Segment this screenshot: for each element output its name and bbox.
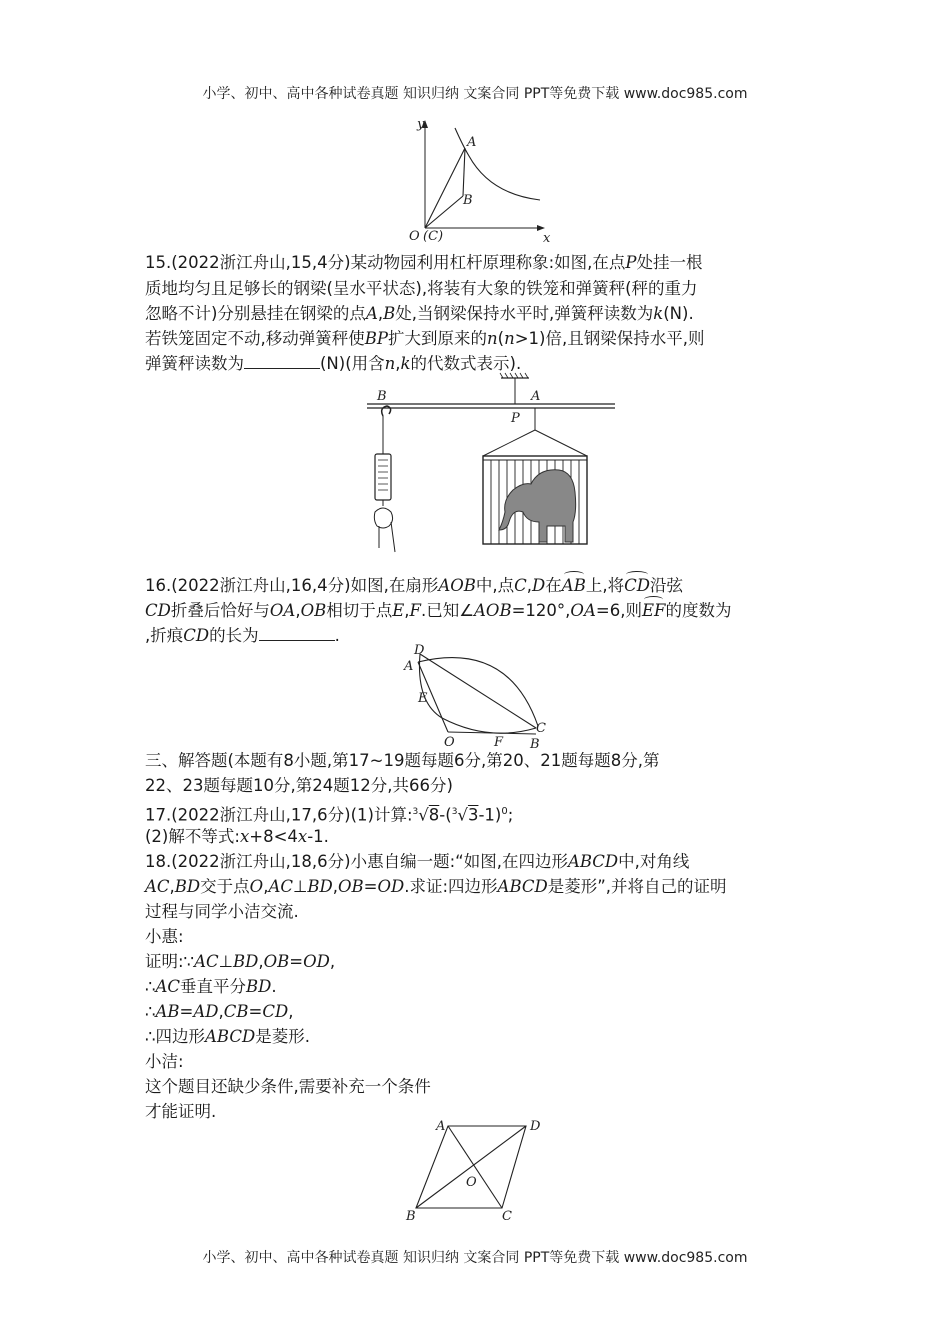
- q18-line-2: AC,BD交于点O,AC⊥BD,OB=OD.求证:四边形ABCD是菱形”,并将自己的证明: [145, 877, 727, 896]
- q18-xiaojie-line-1: 这个题目还缺少条件,需要补充一个条件: [145, 1077, 431, 1096]
- q15-line-3: 忽略不计)分别悬挂在钢梁的点A,B处,当钢梁保持水平时,弹簧秤读数为k(N).: [145, 304, 694, 323]
- fig18-label-o: O: [466, 1175, 477, 1190]
- q18-proof-line-1: 证明:∵AC⊥BD,OB=OD,: [145, 952, 336, 971]
- fig16-label-a: A: [404, 659, 414, 674]
- figure-q18-quadrilateral: [402, 1116, 548, 1226]
- fig15-label-p: P: [511, 411, 520, 426]
- fig14-label-y: y: [417, 117, 425, 132]
- figure-q16-sector: [398, 642, 558, 750]
- answer-blank: [244, 354, 320, 369]
- arc-ab: AB: [562, 574, 586, 598]
- fig18-label-a: A: [436, 1119, 446, 1134]
- fig16-label-f: F: [494, 735, 504, 750]
- q15-line-2: 质地均匀且足够长的钢梁(呈水平状态),将装有大象的铁笼和弹簧秤(秤的重力: [145, 279, 698, 298]
- q18-line-1: 18.(2022浙江舟山,18,6分)小惠自编一题:“如图,在四边形ABCD中,对角线: [145, 852, 690, 871]
- q15-line-4: 若铁笼固定不动,移动弹簧秤使BP扩大到原来的n(n>1)倍,且钢梁保持水平,则: [145, 329, 705, 348]
- fig16-label-b: B: [530, 737, 540, 750]
- fig14-label-a: A: [467, 135, 477, 150]
- q18-xiaojie-line-2: 才能证明.: [145, 1102, 217, 1121]
- arc-cd: CD: [624, 574, 650, 598]
- q15-line-5: 弹簧秤读数为 (N)(用含n,k的代数式表示).: [145, 354, 522, 373]
- page-header: 小学、初中、高中各种试卷真题 知识归纳 文案合同 PPT等免费下载 www.doc985.com: [202, 86, 748, 102]
- figure-q15-lever: [363, 372, 621, 556]
- q17-line-1: 17.(2022浙江舟山,17,6分)(1)计算$:^3√8-(^3√3-1)^0$;: [145, 805, 514, 825]
- q15-line-1: 15.(2022浙江舟山,15,4分)某动物园利用杠杆原理称象:如图,在点P处挂一根: [145, 253, 703, 272]
- arc-ef: EF: [642, 599, 666, 623]
- fig14-label-c: (C): [423, 229, 444, 244]
- figure-q14-graph: [395, 116, 555, 246]
- fig16-label-e: E: [418, 691, 428, 706]
- fig16-label-c: C: [536, 721, 546, 736]
- fig15-label-a: A: [531, 389, 541, 404]
- fig18-label-b: B: [406, 1209, 416, 1224]
- q18-proof-line-2: ∴AC垂直平分BD.: [145, 977, 277, 996]
- fig18-label-d: D: [530, 1119, 541, 1134]
- q18-proof-line-4: ∴四边形ABCD是菱形.: [145, 1027, 310, 1046]
- q18-xiaojie-label: 小洁:: [145, 1052, 184, 1071]
- q18-line-3: 过程与同学小洁交流.: [145, 902, 299, 921]
- fig18-label-c: C: [502, 1209, 512, 1224]
- fig16-label-d: D: [414, 643, 425, 658]
- q17-line-2: (2)解不等式:x+8<4x-1.: [145, 827, 329, 846]
- section-3-line-2: 22、23题每题10分,第24题12分,共66分): [145, 776, 453, 795]
- q16-line-1: 16.(2022浙江舟山,16,4分)如图,在扇形AOB中,点C,D在AB上,将CD沿弦: [145, 574, 815, 598]
- answer-blank: [259, 626, 335, 641]
- page-footer: 小学、初中、高中各种试卷真题 知识归纳 文案合同 PPT等免费下载 www.doc985.com: [202, 1250, 748, 1266]
- section-3-line-1: 三、解答题(本题有8小题,第17~19题每题6分,第20、21题每题8分,第: [145, 751, 660, 770]
- fig14-label-b: B: [463, 193, 473, 208]
- q18-xiaohui-label: 小惠:: [145, 927, 184, 946]
- q18-proof-line-3: ∴AB=AD,CB=CD,: [145, 1002, 294, 1021]
- fig14-label-o: O: [409, 229, 420, 244]
- fig14-label-x: x: [543, 231, 551, 246]
- q16-line-3: ,折痕CD的长为 .: [145, 626, 340, 645]
- q16-line-2: CD折叠后恰好与OA,OB相切于点E,F.已知∠AOB=120°,OA=6,则EF的度数为: [145, 599, 815, 623]
- fig15-label-b: B: [377, 389, 387, 404]
- fig16-label-o: O: [444, 735, 455, 750]
